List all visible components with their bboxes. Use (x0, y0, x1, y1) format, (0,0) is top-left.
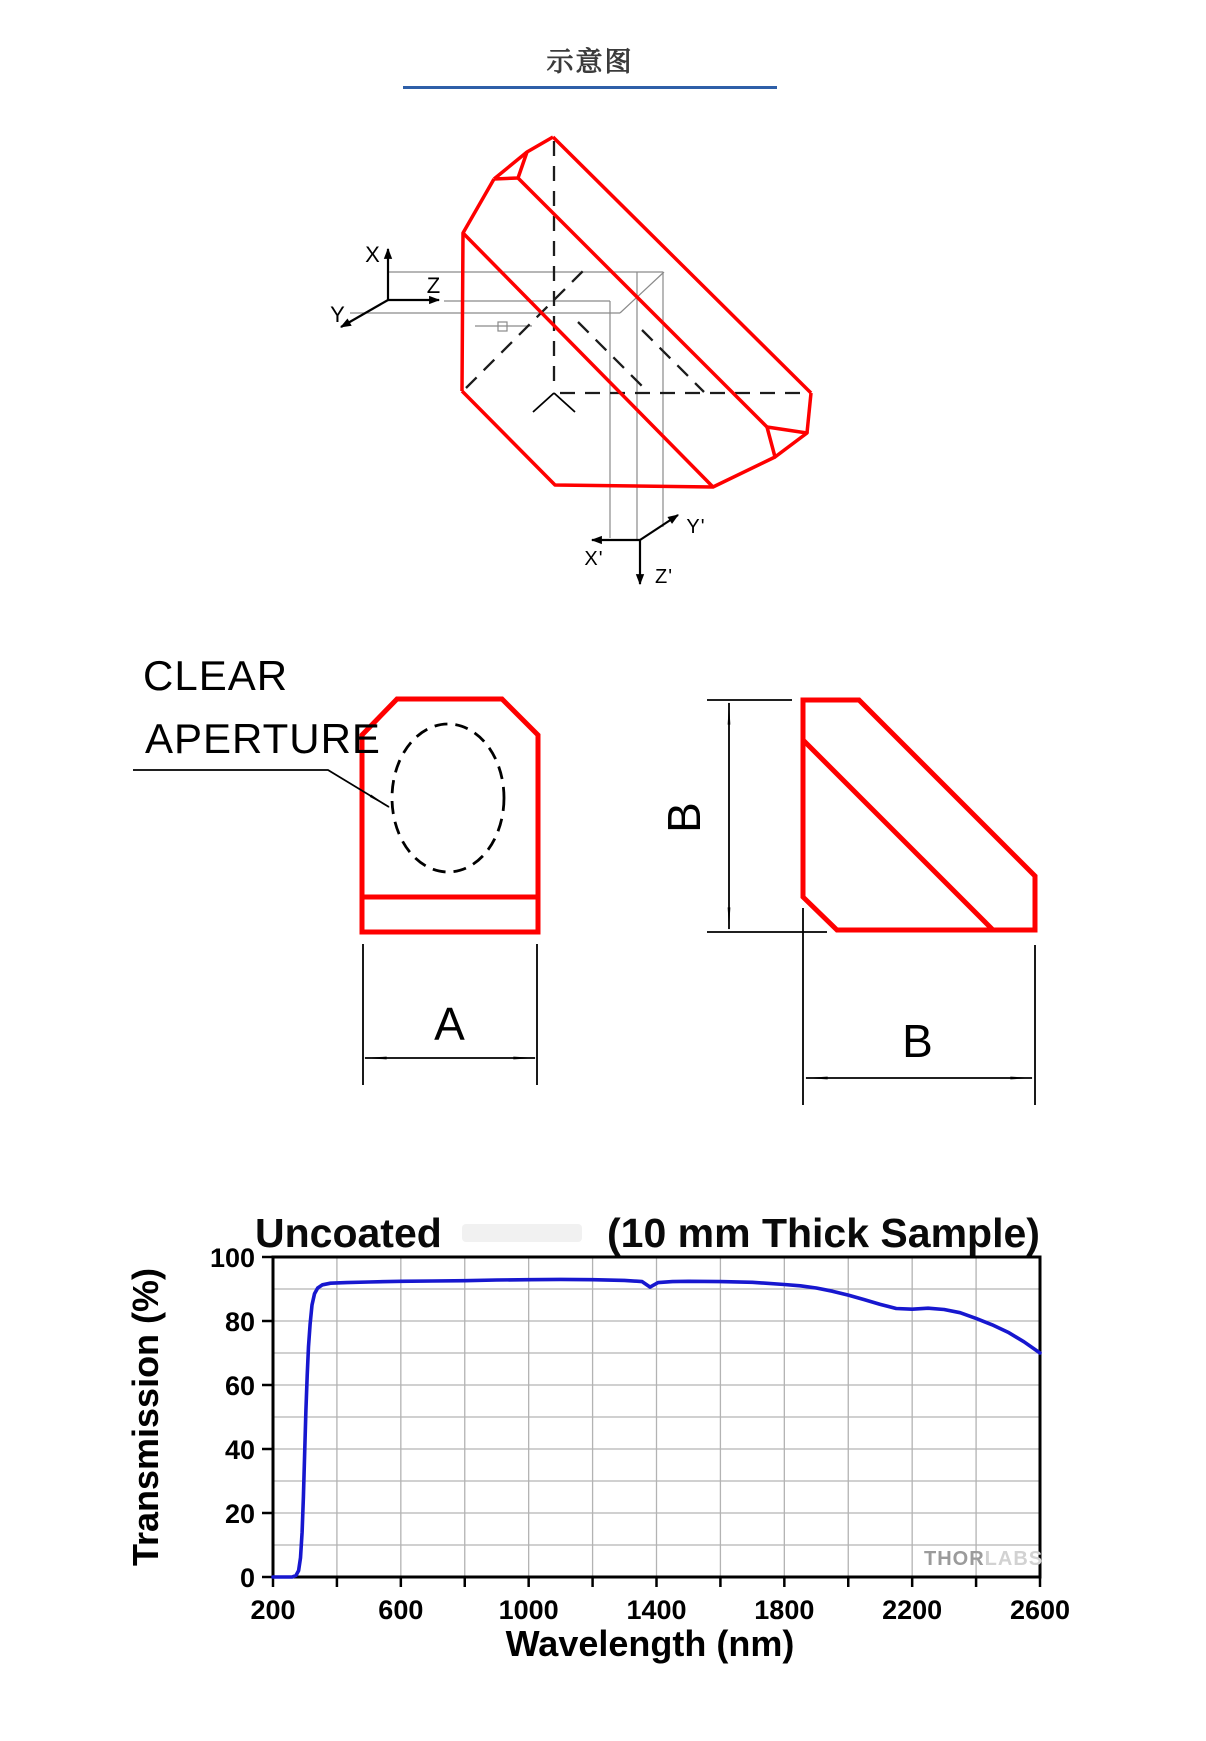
thorlabs-watermark-thor: THOR (924, 1548, 985, 1570)
x-tick-label: 2600 (1009, 1595, 1071, 1625)
chart-y-axis-title: Transmission (%) (125, 1267, 166, 1567)
x-tick-label: 1400 (626, 1595, 687, 1625)
dim-B-depth-label: B (902, 1015, 934, 1067)
y-tick-label: 0 (239, 1563, 255, 1593)
y-axis-label: Y (330, 302, 346, 327)
x-tick-label: 2200 (882, 1595, 943, 1625)
prism-extrusion-edge (518, 178, 767, 427)
y-tick-label: 60 (224, 1371, 255, 1401)
chart-x-axis-title: Wavelength (nm) (505, 1623, 795, 1664)
x-tick-label: 1800 (754, 1595, 815, 1625)
dim-A (363, 944, 537, 1085)
page-title: 示意图 (546, 47, 634, 77)
axes-xyz (330, 242, 441, 327)
prism-back-chamfer (767, 427, 807, 457)
clear-aperture-ellipse (392, 724, 504, 872)
iso-view (330, 137, 811, 588)
side-outline (803, 700, 1035, 930)
thorlabs-watermark-labs: LABS (984, 1548, 1044, 1570)
callout-text-line1: CLEAR (143, 652, 289, 699)
x-tick-label: 600 (378, 1595, 424, 1625)
prism-extrusion-edge (553, 137, 811, 393)
side-hypotenuse-inner-line (803, 740, 993, 930)
dim-A-label: A (434, 998, 466, 1050)
callout-leader-arrow (133, 770, 389, 807)
y-tick-label: 40 (224, 1435, 255, 1465)
yp-axis-label: Y' (686, 516, 706, 538)
hidden-edges (466, 141, 806, 412)
prism-edge (462, 179, 494, 391)
z-axis-label: Z (426, 273, 442, 298)
chart-title-left: Uncoated (255, 1210, 442, 1256)
y-tick-label: 20 (224, 1499, 255, 1529)
y-tick-label: 100 (209, 1243, 255, 1273)
x-tick-label: 1000 (498, 1595, 559, 1625)
x-axis-label: X (365, 242, 381, 267)
callout-text-line2: APERTURE (145, 715, 381, 762)
xp-axis-label: X' (584, 548, 604, 570)
faded-watermark-smudge (462, 1224, 582, 1242)
clear-aperture-callout (133, 652, 389, 807)
prism-edge (462, 391, 775, 487)
y-tick-label: 80 (224, 1307, 255, 1337)
prism-extrusion-edge (463, 233, 713, 487)
zp-axis-label: Z' (655, 566, 674, 588)
axes-xpypzp (584, 515, 705, 588)
side-view (658, 700, 1035, 1105)
thorlabs-watermark (924, 1548, 1043, 1571)
construction-lines (350, 272, 664, 540)
dim-B-horizontal (803, 908, 1035, 1105)
yp-axis-arrow (640, 515, 678, 540)
dim-B-height-label: B (658, 801, 710, 833)
x-tick-label: 200 (250, 1595, 296, 1625)
front-view (133, 652, 538, 1085)
chart-title-right: (10 mm Thick Sample) (607, 1210, 1040, 1256)
prism-edge (807, 393, 811, 433)
